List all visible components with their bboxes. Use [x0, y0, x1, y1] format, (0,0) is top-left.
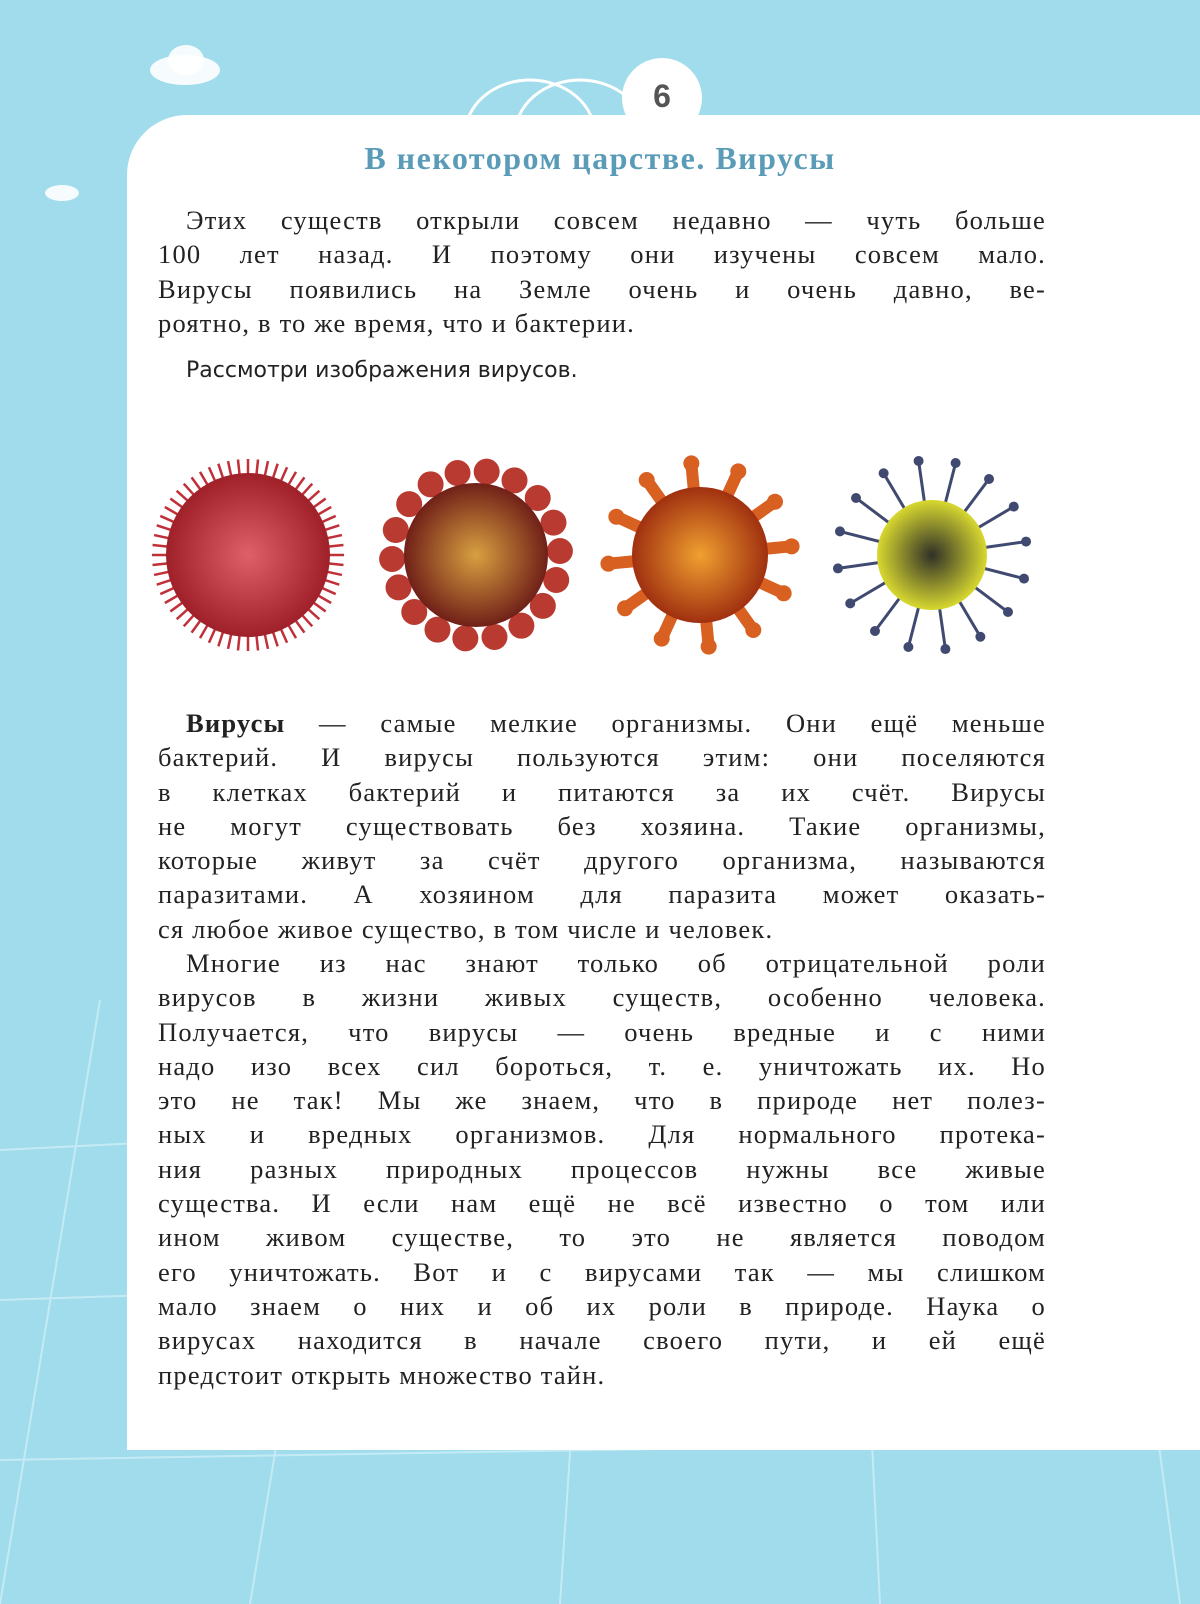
text-line: существа. И если нам ещё не всё известно о том или: [158, 1188, 1046, 1219]
page-number: 6: [622, 58, 702, 138]
text-line: в клетках бактерий и питаются за их счёт. Вирусы: [158, 776, 1046, 807]
text-line: Многие из нас знают только об отрицательной роли: [186, 948, 1046, 978]
text-line: вирусах находится в начале своего пути, и ей ещё: [158, 1325, 1046, 1356]
text-line: 100 лет назад. И поэтому они изучены совсем мало.: [158, 239, 1046, 270]
text-line: предстоит открыть множество тайн.: [158, 1359, 606, 1390]
text-line: Вирусы — самые мелкие организмы. Они ещё меньше: [186, 708, 1046, 738]
red-spiky-virus-image: [152, 459, 344, 651]
cloud-decoration: [168, 45, 204, 75]
text-line: это не так! Мы же знаем, что в природе нет полез-: [158, 1085, 1046, 1116]
text-line: ния разных природных процессов нужны все живые: [158, 1153, 1046, 1184]
text-line: его уничтожать. Вот и с вирусами так — мы слишком: [158, 1256, 1046, 1287]
viruses-paragraph: [158, 706, 1046, 946]
text-line: Этих существ открыли совсем недавно — чуть больше: [186, 205, 1046, 235]
term-viruses: Вирусы: [186, 708, 286, 738]
text-line: которые живут за счёт другого организма, называются: [158, 845, 1046, 876]
text-line: мало знаем о них и об их роли в природе. Наука о: [158, 1290, 1046, 1321]
text-line: вирусов в жизни живых существ, особенно человека.: [158, 982, 1046, 1013]
text-line: ся любое живое существо, в том числе и человек.: [158, 913, 774, 944]
text-line: надо изо всех сил бороться, т. е. уничтожать их. Но: [158, 1050, 1046, 1081]
page-title: В некотором царстве. Вирусы: [364, 140, 836, 176]
text-line: ных и вредных организмов. Для нормального протека-: [158, 1119, 1046, 1150]
yellow-virus-image: [833, 456, 1031, 654]
red-coronavirus-image: [379, 459, 573, 652]
text-line: Получается, что вирусы — очень вредные и с ними: [158, 1016, 1046, 1047]
text-line: Вирусы появились на Земле очень и очень давно, ве-: [158, 273, 1046, 304]
text-line: роятно, в то же время, что и бактерии.: [158, 307, 635, 338]
text-line: бактерий. И вирусы пользуются этим: они поселяются: [158, 742, 1046, 773]
virus-images: [140, 445, 1060, 675]
text-line: паразитами. А хозяином для паразита может оказать-: [158, 879, 1046, 910]
orange-virus-image: [600, 455, 799, 654]
text-line: ином живом существе, то это не является поводом: [158, 1222, 1046, 1253]
text-line: не могут существовать без хозяина. Такие организмы,: [158, 810, 1046, 841]
intro-paragraph: [158, 203, 1046, 340]
cloud-decoration: [45, 185, 79, 201]
task-instruction: Рассмотри изображения вирусов.: [186, 358, 578, 383]
role-paragraph: [158, 946, 1046, 1392]
